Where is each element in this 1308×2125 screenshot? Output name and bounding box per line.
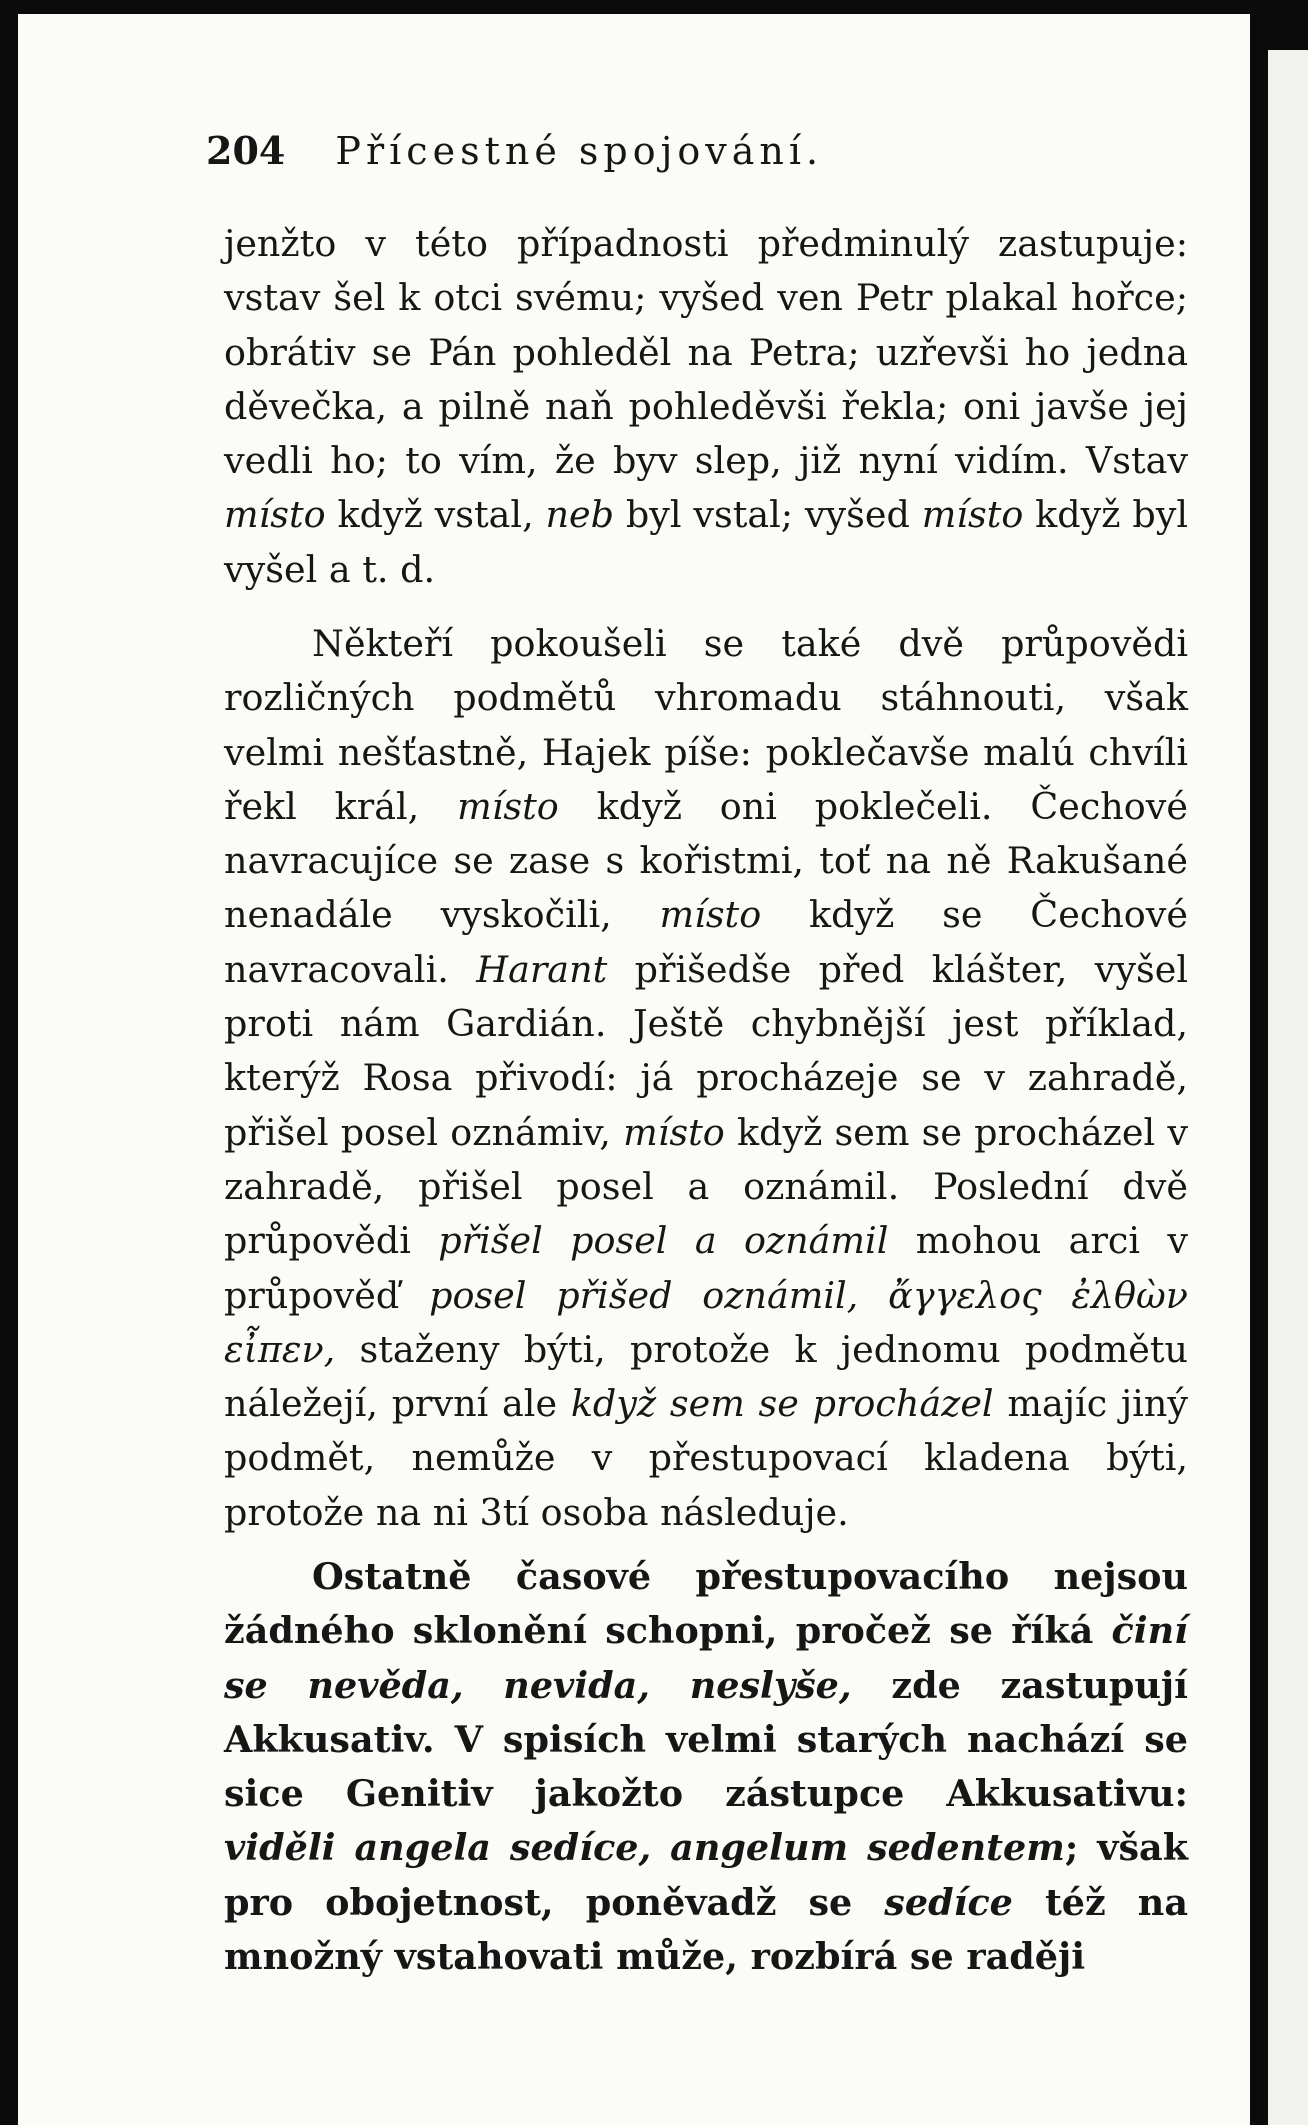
italic-text: místo: [224, 493, 326, 537]
italic-text: místo: [659, 893, 762, 937]
text-run: Ostatně časové přestupovacího nejsou žádného sklonění schopni, pročež se říká: [224, 1555, 1188, 1653]
text-run: jenžto v této případnosti předminulý zastupuje: vstav šel k otci svému; vyšed ven Petr plakal hořce; obrátiv se Pán pohleděl na Petra; uzřevši ho jedna děvečka, a pilně naň pohleděvši řekla; oni javše jej vedli ho; to vím, že byv slep, již nyní vidím. Vstav: [224, 222, 1188, 483]
text-run: Někteří pokoušeli se také dvě průpovědi rozličných podmětů vhromadu stáhnouti, však velmi nešťastně, Hajek píše: poklečavše malú chvíli řekl král,: [224, 622, 1188, 828]
text-run: též na množný vstahovati může, rozbírá se raději: [224, 1880, 1188, 1979]
italic-text: Harant: [476, 947, 608, 991]
text-run: byl vstal; vyšed: [614, 493, 922, 537]
text-run: majíc jiný podmět, nemůže v přestupovací kladena býti, protože na ni 3tí osoba následuje.: [224, 1382, 1188, 1534]
page-number: 204: [206, 128, 286, 173]
text-run: když sem se procházel v zahradě, přišel posel a oznámil. Poslední dvě průpovědi: [224, 1110, 1188, 1263]
italic-text: když sem se procházel: [570, 1382, 994, 1426]
text-run: staženy býti, protože k jednomu podmětu náležejí, první ale: [224, 1327, 1188, 1426]
italic-text: posel přišed oznámil, ἄγγελος ἐλθὼν εἶπεν,: [224, 1273, 1188, 1371]
italic-text: místo: [623, 1110, 725, 1154]
text-run: zde zastupují Akkusativ. V spisích velmi starých nachází se sice Genitiv jakožto zástupce Akkusativu:: [224, 1663, 1188, 1816]
text-run: když byl vyšel a t. d.: [224, 493, 1189, 591]
text-run: když vstal,: [325, 493, 546, 537]
italic-text: neb: [545, 493, 615, 537]
text-run: mohou arci v průpověď: [224, 1219, 1188, 1317]
paragraph-2: [224, 617, 1188, 1540]
italic-text: místo: [457, 784, 559, 828]
text-run: když se Čechové navracovali.: [224, 893, 1188, 991]
paragraph-1: [224, 217, 1188, 597]
italic-text: činí se nevěda, nevida, neslyše,: [224, 1609, 1188, 1707]
adjacent-page-edge: [1268, 50, 1308, 2125]
italic-text: přišel posel a oznámil: [438, 1219, 889, 1263]
italic-text: místo: [921, 493, 1024, 537]
paragraph-3: [224, 1550, 1188, 1984]
running-title: Přícestné spojování.: [335, 129, 824, 173]
italic-text: sedíce: [884, 1880, 1013, 1924]
text-run: když oni poklečeli. Čechové navracujíce se zase s kořistmi, toť na ně Rakušané nenadále vyskočili,: [224, 784, 1188, 937]
text-run: přišedše před klášter, vyšel proti nám Gardián. Ještě chybnější jest příklad, kterýž Rosa přivodí: já procházeje se v zahradě, přišel posel oznámiv,: [224, 947, 1189, 1154]
italic-text: viděli angela sedíce, angelum sedentem: [224, 1826, 1065, 1870]
page-header: [206, 128, 823, 173]
text-run: ; však pro obojetnost, poněvadž se: [224, 1826, 1188, 1924]
